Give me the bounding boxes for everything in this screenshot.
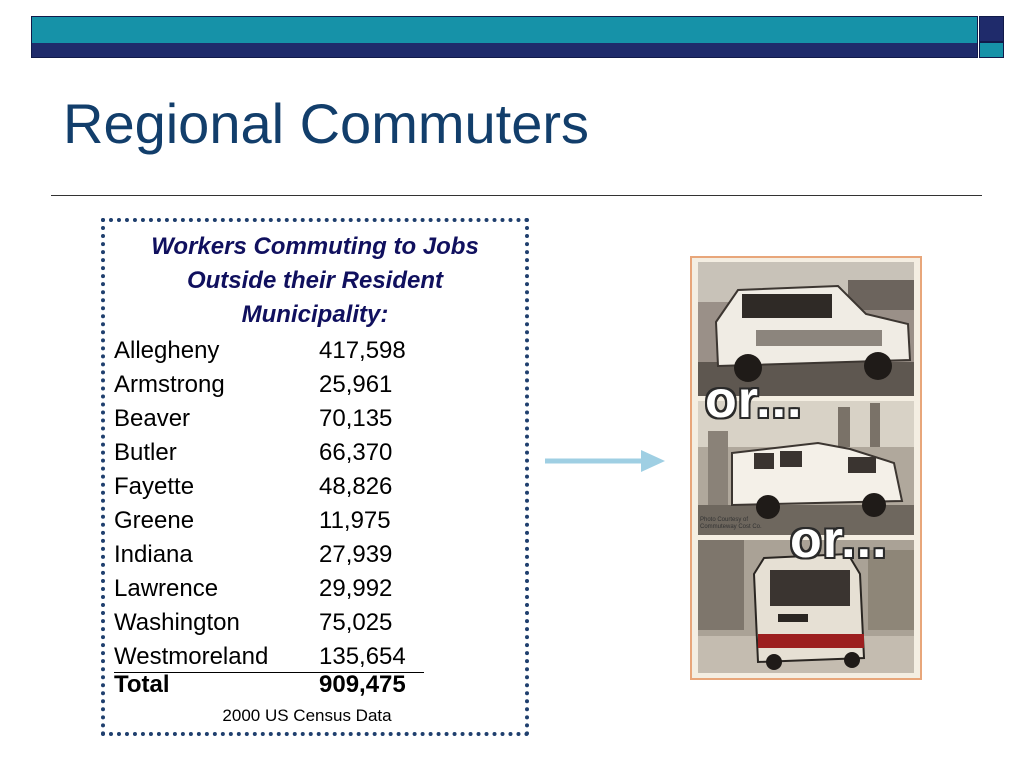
county-name: Beaver — [114, 405, 191, 432]
stats-heading-line-2: Outside their Resident — [186, 267, 444, 294]
county-row — [114, 334, 424, 368]
county-workers: 66,370 — [319, 439, 393, 466]
county-workers: 27,939 — [319, 541, 393, 568]
total-label: Total — [114, 671, 170, 698]
header-bar — [31, 16, 978, 58]
county-row — [114, 572, 424, 606]
vehicle-photo-collage — [690, 256, 922, 680]
county-name: Greene — [114, 507, 195, 534]
county-row — [114, 640, 424, 673]
or-overlay-1: or... — [705, 371, 803, 429]
county-name: Allegheny — [114, 337, 220, 364]
county-row — [114, 470, 424, 504]
title-divider — [51, 195, 982, 196]
total-row — [114, 670, 424, 700]
stats-heading — [105, 230, 525, 332]
county-workers: 70,135 — [319, 405, 393, 432]
county-workers: 75,025 — [319, 609, 393, 636]
photo-credit: Photo Courtesy of Commuteway Cost Co. — [700, 517, 762, 530]
county-workers: 25,961 — [319, 371, 393, 398]
county-list — [114, 334, 424, 673]
county-workers: 417,598 — [319, 337, 406, 364]
commuter-stats-box — [101, 218, 529, 736]
stats-heading-line-3: Municipality: — [241, 301, 389, 328]
county-name: Fayette — [114, 473, 195, 500]
county-row — [114, 504, 424, 538]
county-row — [114, 368, 424, 402]
slide-title: Regional Commuters — [63, 92, 589, 155]
total-value: 909,475 — [319, 671, 406, 698]
county-workers: 135,654 — [319, 643, 406, 670]
county-row — [114, 402, 424, 436]
county-name: Butler — [114, 439, 177, 466]
county-row — [114, 606, 424, 640]
county-name: Washington — [114, 609, 240, 636]
source-text: 2000 US Census Data — [222, 706, 392, 725]
right-arrow-icon — [545, 447, 667, 475]
county-name: Armstrong — [114, 371, 225, 398]
county-workers: 48,826 — [319, 473, 393, 500]
county-name: Lawrence — [114, 575, 219, 602]
county-row — [114, 436, 424, 470]
or-overlay-2: or... — [790, 511, 888, 569]
county-row — [114, 538, 424, 572]
header-bar-teal-stripe — [32, 17, 977, 43]
county-name: Westmoreland — [114, 643, 269, 670]
county-workers: 11,975 — [319, 507, 391, 534]
header-square-navy — [979, 16, 1004, 42]
header-square-teal — [979, 42, 1004, 58]
stats-heading-line-1: Workers Commuting to Jobs — [151, 233, 479, 260]
county-workers: 29,992 — [319, 575, 393, 602]
source-note — [105, 706, 525, 726]
county-name: Indiana — [114, 541, 193, 568]
